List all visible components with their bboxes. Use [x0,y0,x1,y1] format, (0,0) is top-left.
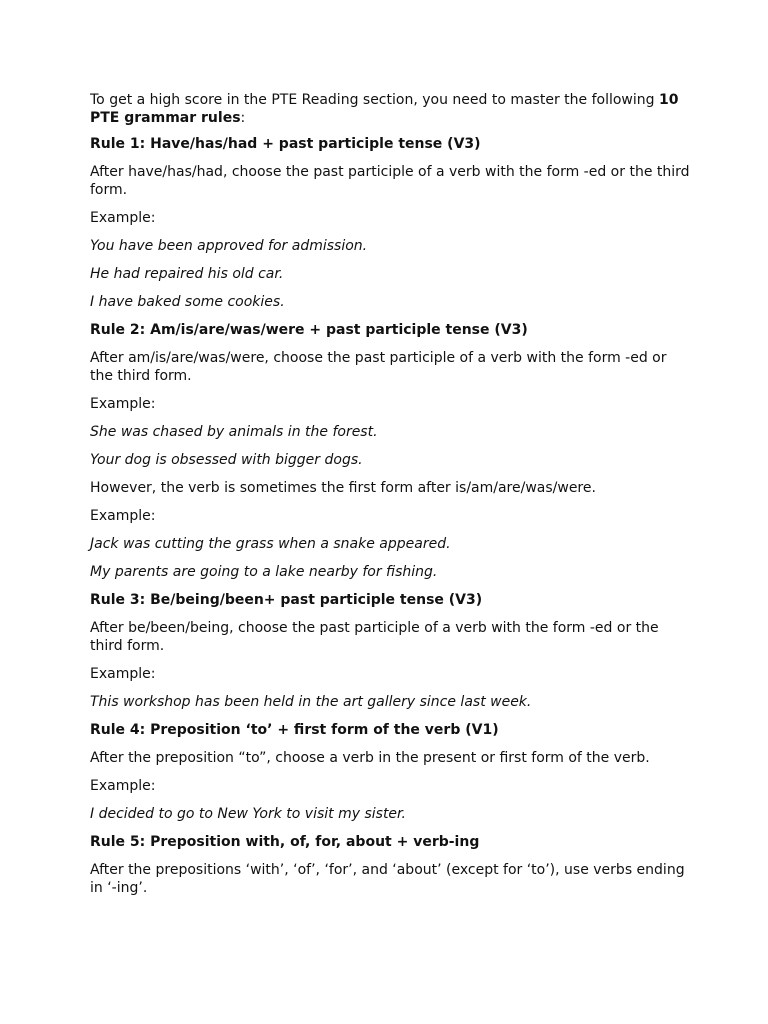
rule4-example-label: Example: [90,778,156,794]
rule2-example: Jack was cutting the grass when a snake appeared. [90,536,451,552]
intro-bold-text: 10 PTE grammar rules [90,92,679,126]
rule4-description: After the preposition “to”, choose a verb in the present or first form of the verb. [90,750,650,766]
rule1-heading: Rule 1: Have/has/had + past participle tense (V3) [90,136,481,152]
rule3-description: After be/been/being, choose the past participle of a verb with the form -ed or the third form. [90,620,659,654]
rule1-example: You have been approved for admission. [90,238,368,254]
rule2-example: My parents are going to a lake nearby for fishing. [90,564,438,580]
rule2-example-label: Example: [90,396,156,412]
rule2-description: After am/is/are/was/were, choose the past participle of a verb with the form -ed or the third form. [90,350,667,384]
rule4-example: I decided to go to New York to visit my sister. [90,806,406,822]
rule2-however-note: However, the verb is sometimes the first form after is/am/are/was/were. [90,480,596,496]
rule3-example-label: Example: [90,666,156,682]
rule1-example: I have baked some cookies. [90,294,285,310]
rule3-heading: Rule 3: Be/being/been+ past participle tense (V3) [90,592,483,608]
rule1-description: After have/has/had, choose the past participle of a verb with the form -ed or the third form. [90,164,690,198]
rule1-example: He had repaired his old car. [90,266,284,282]
intro-text: To get a high score in the PTE Reading section, you need to master the following [90,92,659,108]
rule1-example-label: Example: [90,210,156,226]
intro-colon: : [240,110,246,126]
rule3-example: This workshop has been held in the art gallery since last week. [90,694,532,710]
rule2-heading: Rule 2: Am/is/are/was/were + past participle tense (V3) [90,322,528,338]
rule5-description: After the prepositions ‘with’, ‘of’, ‘for’, and ‘about’ (except for ‘to’), use verbs ending in ‘-ing’. [90,862,685,896]
rule4-heading: Rule 4: Preposition ‘to’ + first form of the verb (V1) [90,722,499,738]
rule2-example: She was chased by animals in the forest. [90,424,378,440]
intro-paragraph [90,91,690,127]
rule2-example-label-2: Example: [90,508,156,524]
rule5-heading: Rule 5: Preposition with, of, for, about + verb-ing [90,834,480,850]
document-body [90,91,690,907]
rule2-example: Your dog is obsessed with bigger dogs. [90,452,363,468]
